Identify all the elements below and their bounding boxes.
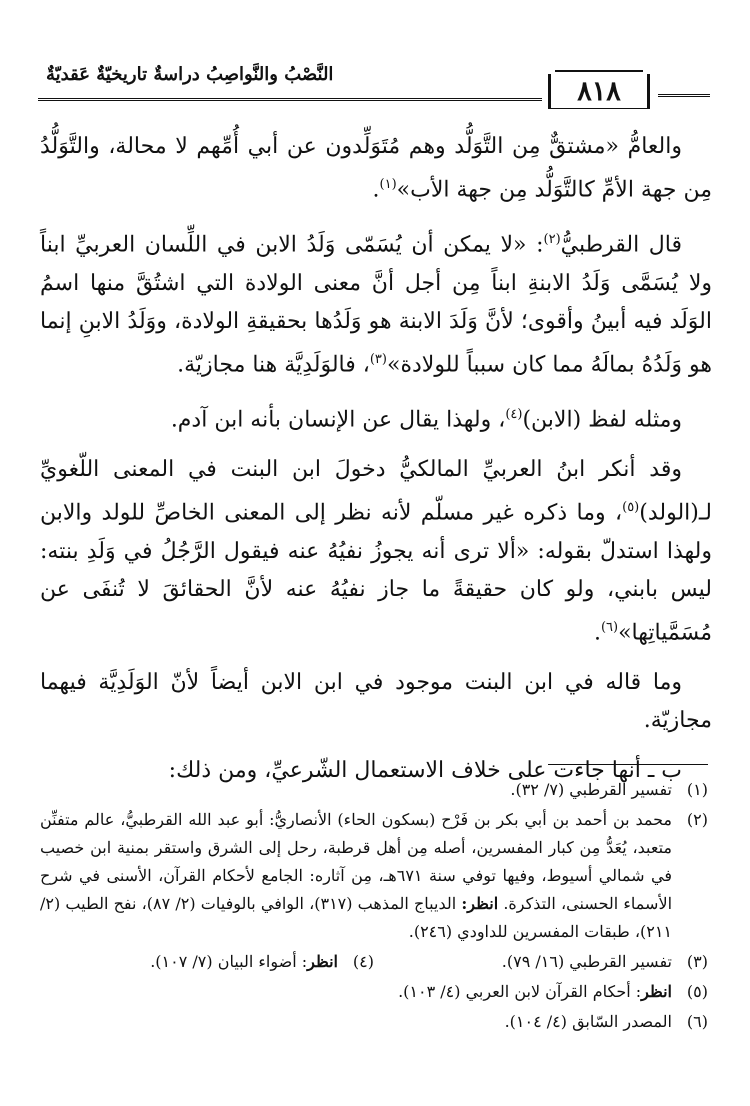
footnote-number: (٥) (686, 982, 708, 1001)
paragraph-3 (40, 396, 712, 439)
footnote-text: تفسير القرطبي (١٦/ ٧٩). (501, 952, 672, 971)
paragraph-text: . (593, 619, 601, 645)
footnote-3 (374, 948, 708, 976)
paragraph-text: ومثله لفظ (الابن) (522, 407, 682, 433)
paragraph-5: وما قاله في ابن البنت موجود في ابن الابن أيضاً لأنّ الوَلَدِيَّة فيهما مجازيّة. (40, 669, 712, 733)
paragraph-text: وقد أنكر ابنُ العربيِّ المالكيُّ دخولَ ابن البنت في المعنى اللّغويِّ لـ(الولد) (40, 457, 712, 526)
header-rule-right (658, 94, 710, 97)
footnote-text: المصدر السّابق (٤/ ١٠٤). (504, 1012, 672, 1031)
footnote-number: (٦) (686, 1012, 708, 1031)
paragraph-1 (40, 128, 712, 209)
page-header (38, 58, 710, 118)
footnote-ref: (١) (379, 177, 397, 192)
footnote-text (40, 978, 672, 1006)
paragraph-text: قال القرطبيُّ (560, 232, 683, 258)
footnote-number: (٣) (686, 952, 708, 971)
paragraph-text: : «لا يمكن أن يُسَمّى وَلَدُ الابن في اللِّسان العربيِّ ابناً ولا يُسَمَّى وَلَدُ الابنةِ ابناً مِن أجل أنَّ معنى الولادة التي اشتُقَّ منها اسمُ الوَلَد فيه أبينُ وأقوى؛ لأنَّ وَلَدَ الابنة هو وَلَدُها بحقيقةِ الولادة، ووَلَدُ الابنِ إنما هو وَلَدُهُ بمالَهُ مما كان سبباً للولادة» (40, 232, 712, 377)
header-rule (38, 98, 542, 101)
footnote-ref: (٦) (600, 619, 619, 635)
footnote-6 (40, 1008, 708, 1036)
footnote-text: تفسير القرطبي (٧/ ٣٢). (510, 780, 672, 799)
footnote-2 (40, 806, 708, 946)
footnote-text-part: : أحكام القرآن لابن العربي (٤/ ١٠٣). (398, 982, 642, 1001)
paragraph-6: ب ـ أنها جاءت على خلاف الاستعمال الشّرعيِّ، ومن ذلك: (168, 757, 682, 783)
footnote-see-label: انظر (641, 982, 672, 1001)
footnote-row-3-4 (40, 948, 708, 978)
footnotes (40, 776, 708, 1038)
paragraph-text: ، فالوَلَدِيَّة هنا مجازيّة. (177, 351, 370, 377)
page-number: ٨١٨ (548, 74, 650, 109)
footnote-number: (١) (686, 780, 708, 799)
footnote-text (40, 948, 338, 976)
footnote-number: (٢) (686, 810, 708, 829)
paragraph-text: والعامُّ «مشتقٌّ مِن التَّوَلُّد وهم مُتَوَلِّدون عن أبي أُمِّهم لا محالة، والتَّوَلُّدُ مِن جهة الأمِّ كالتَّوَلُّد مِن جهة الأب» (40, 134, 712, 203)
footnote-text (40, 806, 672, 946)
paragraph-4 (40, 451, 712, 652)
footnote-5 (40, 978, 708, 1006)
paragraph-text: . (372, 177, 380, 203)
footnote-ref: (٤) (505, 406, 523, 422)
main-text (40, 128, 712, 802)
paragraph-text: ، وما ذكره غير مسلّم لأنه نظر إلى المعنى الخاصِّ للولد والابن ولهذا استدلّ بقوله: «ألا ترى أنه يجوزُ نفيُهُ عنه فيقول الرَّجُلُ في وَلَدِ بنته: ليس بابني، ولو كان حقيقةً ما جاز نفيُهُ عنه لأنَّ الحقائقَ لا تُنفَى عن مُسَمَّياتِها» (40, 500, 712, 645)
paragraph-text: ، ولهذا يقال عن الإنسان بأنه ابن آدم. (170, 407, 506, 433)
footnote-ref: (٣) (369, 351, 387, 367)
footnote-4 (40, 948, 374, 976)
footnote-1 (40, 776, 708, 804)
footnote-see-label: انظر: (461, 894, 499, 913)
running-title: النَّصْبُ والنَّواصِبُ دراسةٌ تاريخيّةٌ عَقديّةٌ (46, 64, 334, 85)
footnote-text-part: محمد بن أحمد بن أبي بكر بن فَرْح (بسكون الحاء) الأنصاريُّ: أبو عبد الله القرطبيُّ، عالم متفنِّن متعبد، يُعَدُّ مِن كبار المفسرين، أصله مِن أهل قرطبة، رحل إلى الشرق واستقر بمنية ابن خصيب في شمالي أسيوط، وفيها توفي سنة ٦٧١هـ، مِن آثاره: الجامع لأحكام القرآن، الأسنى في شرح الأسماء الحسنى، التذكرة. (40, 810, 673, 913)
footnote-ref: (٥) (622, 500, 640, 516)
footnote-text-part: الديباج المذهب (٣١٧)، الوافي بالوفيات (٢/ ٨٧)، نفح الطيب (٢/ ٢١١)، طبقات المفسرين للداودي (٢٤٦). (40, 894, 672, 941)
paragraph-2 (40, 221, 712, 384)
footnote-number: (٤) (352, 952, 374, 971)
footnote-separator (548, 764, 708, 765)
footnote-text-part: : أضواء البيان (٧/ ١٠٧). (150, 952, 308, 971)
footnote-ref: (٢) (543, 232, 561, 248)
footnote-see-label: انظر (307, 952, 338, 971)
